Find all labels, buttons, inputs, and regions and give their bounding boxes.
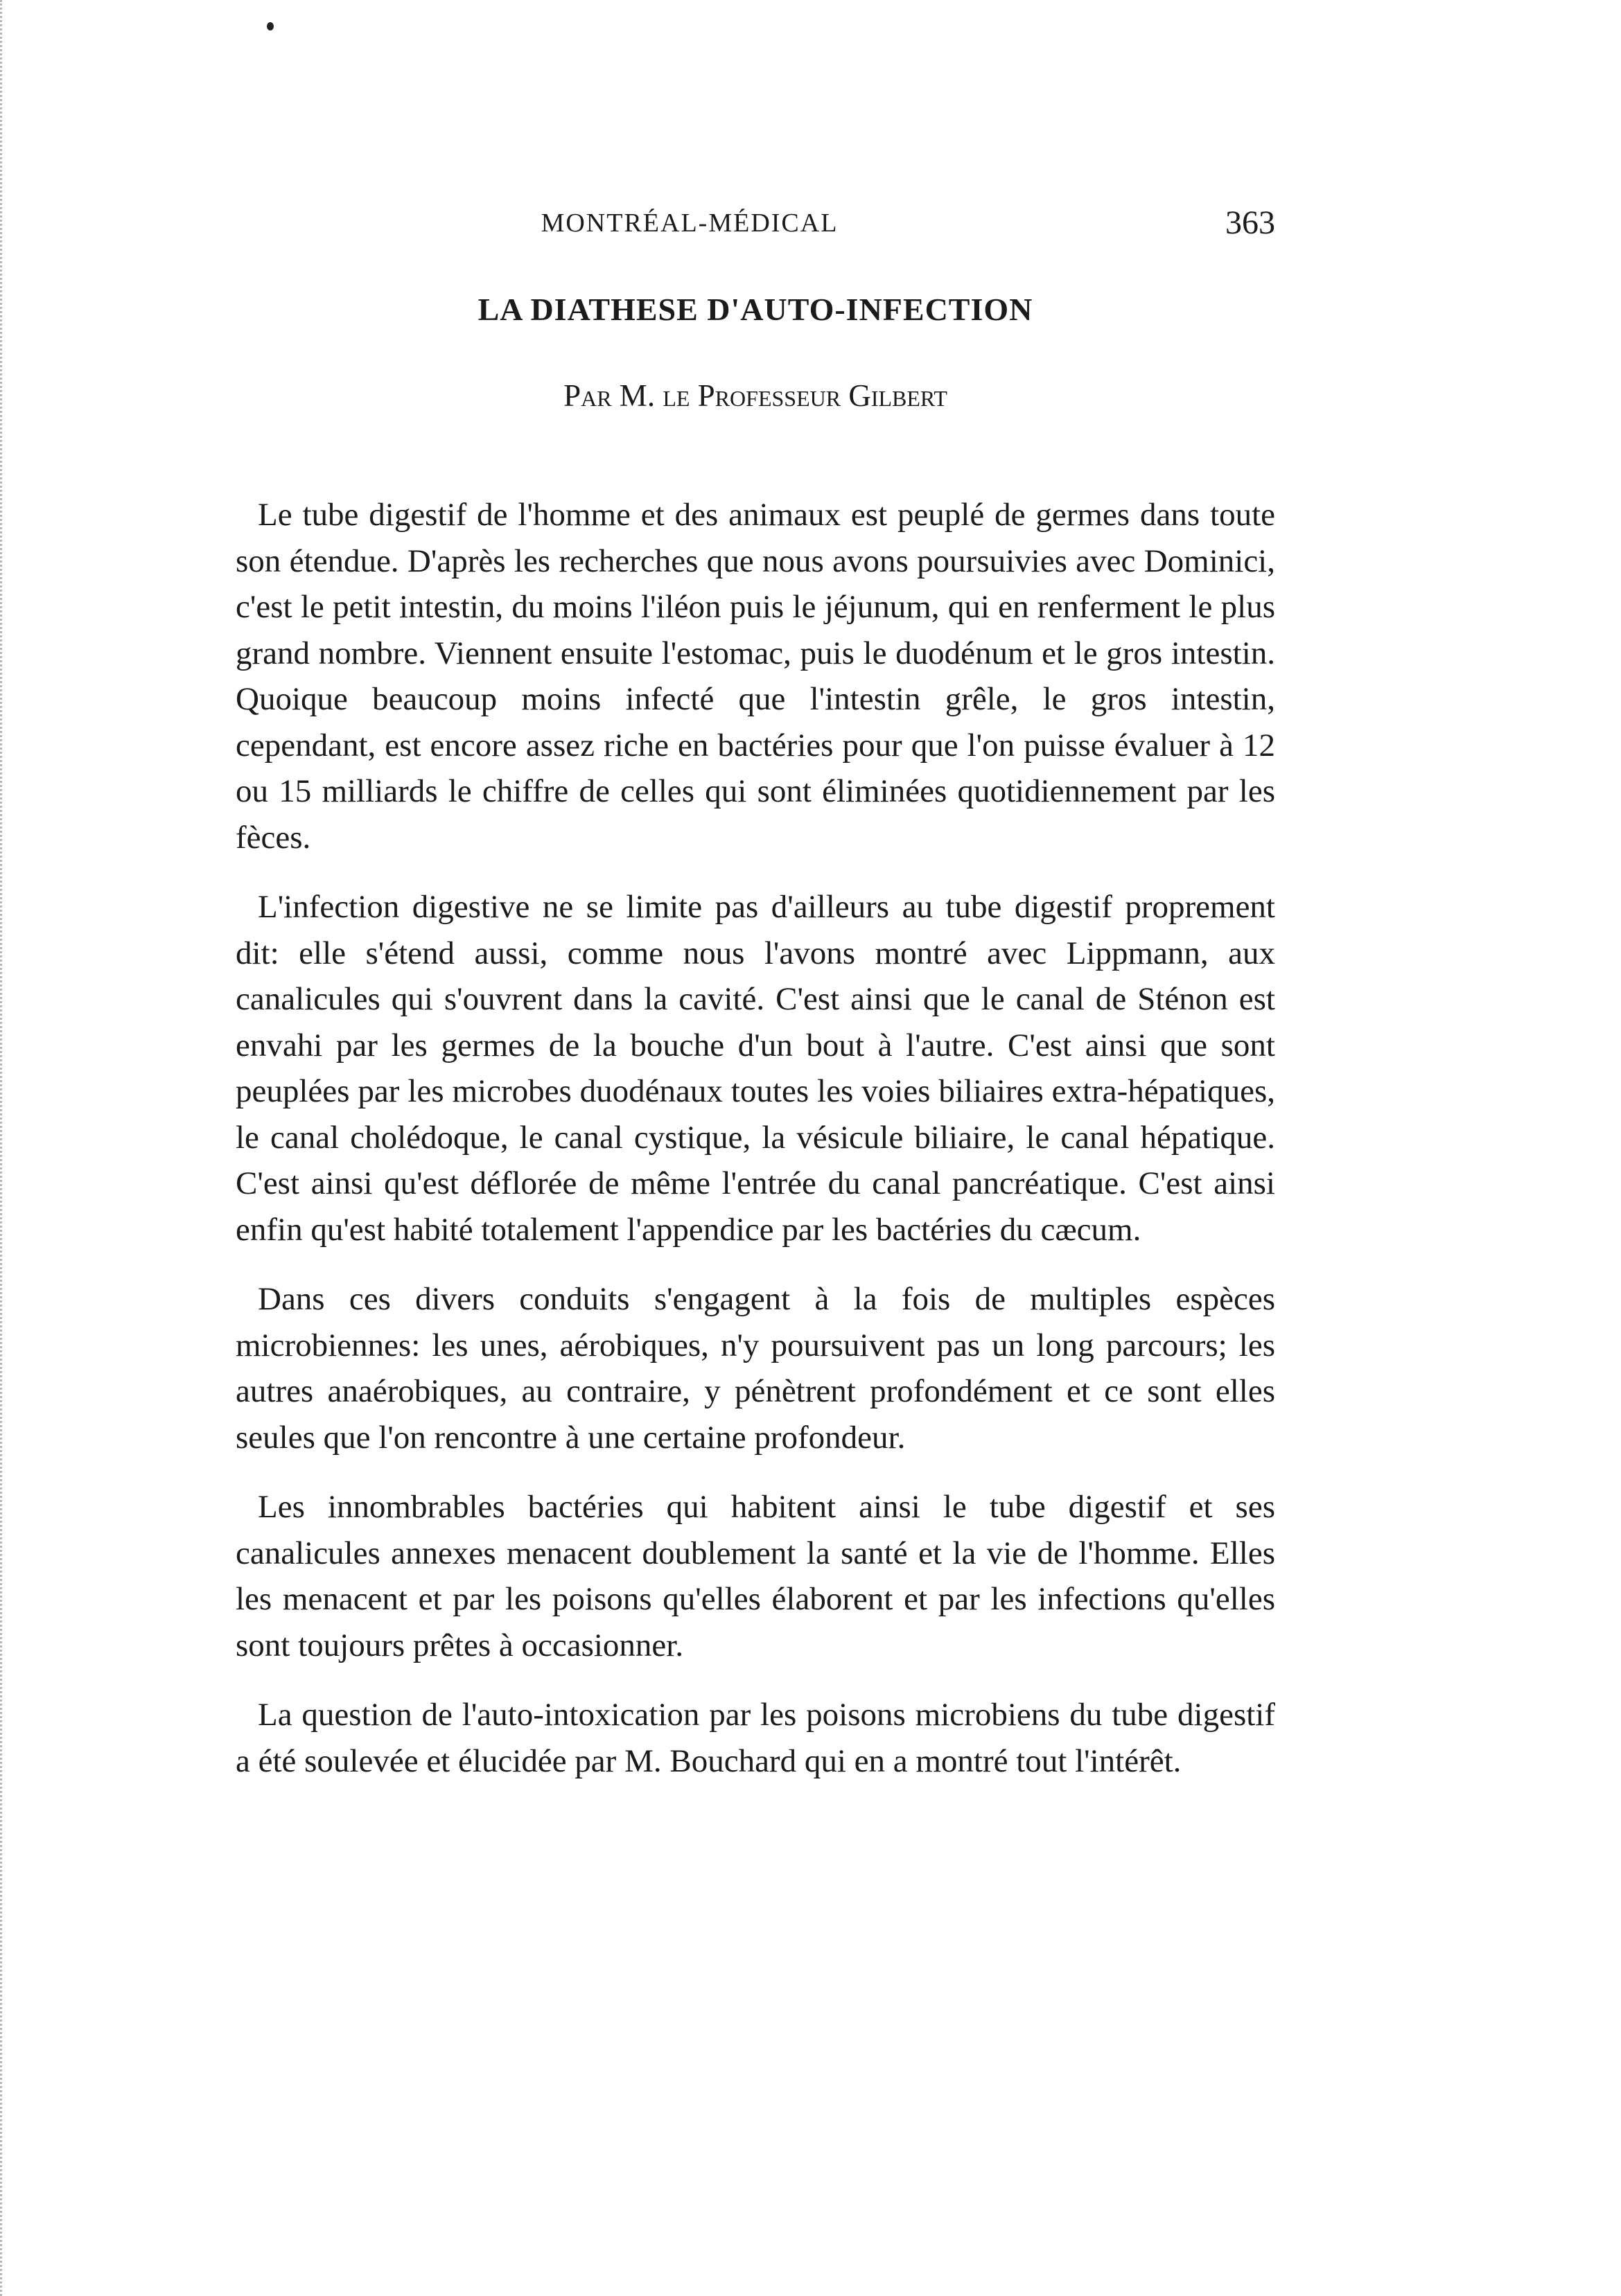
paragraph-3: Dans ces divers conduits s'engagent à la fois de multiples espèces microbiennes: les unes, aérobiques, n'y poursuivent pas un long parcours; les autres anaérobiques, au contraire, y pénètrent profondément et ce sont elles seules que l'on rencontre à une certaine profondeur. (236, 1281, 1275, 1456)
ink-speck (267, 22, 274, 30)
article-body (236, 492, 1275, 1808)
article-title: LA DIATHESE D'AUTO-INFECTION (477, 292, 1033, 327)
paragraph-4: Les innombrables bactéries qui habitent ainsi le tube digestif et ses canalicules annexes menacent doublement la santé et la vie de l'homme. Elles les menacent et par les poisons qu'elles élaborent et par les infections qu'elles sont toujours prêtes à occasionner. (236, 1489, 1275, 1663)
journal-name: MONTRÉAL-MÉDICAL (541, 209, 839, 238)
article-byline: Par M. le Professeur Gilbert (563, 378, 947, 413)
scanned-page-edge (0, 0, 9, 2296)
paragraph-5: La question de l'auto-intoxication par les poisons microbiens du tube digestif a été soulevée et élucidée par M. Bouchard qui en a montré tout l'intérêt. (236, 1697, 1275, 1779)
page-number: 363 (1225, 204, 1275, 241)
paragraph-1: Le tube digestif de l'homme et des animaux est peuplé de germes dans toute son étendue. D'après les recherches que nous avons poursuivies avec Dominici, c'est le petit intestin, du moins l'iléon puis le jéjunum, qui en renferment le plus grand nombre. Viennent ensuite l'estomac, puis le duodénum et le gros intestin. Quoique beaucoup moins infecté que l'intestin grêle, le gros intestin, cependant, est encore assez riche en bactéries pour que l'on puisse évaluer à 12 ou 15 milliards le chiffre de celles qui sont éliminées quotidiennement par les fèces. (236, 497, 1275, 856)
running-header (236, 204, 1275, 249)
paragraph-2: L'infection digestive ne se limite pas d'ailleurs au tube digestif proprement dit: elle s'étend aussi, comme nous l'avons montré avec Lippmann, aux canalicules qui s'ouvrent dans la cavité. C'est ainsi que le canal de Sténon est envahi par les germes de la bouche d'un bout à l'autre. C'est ainsi que sont peuplées par les microbes duodénaux toutes les voies biliaires extra-hépatiques, le canal cholédoque, le canal cystique, la vésicule biliaire, le canal hépatique. C'est ainsi qu'est déflorée de même l'entrée du canal pancréatique. C'est ainsi enfin qu'est habité totalement l'appendice par les bactéries du cæcum. (236, 889, 1275, 1248)
